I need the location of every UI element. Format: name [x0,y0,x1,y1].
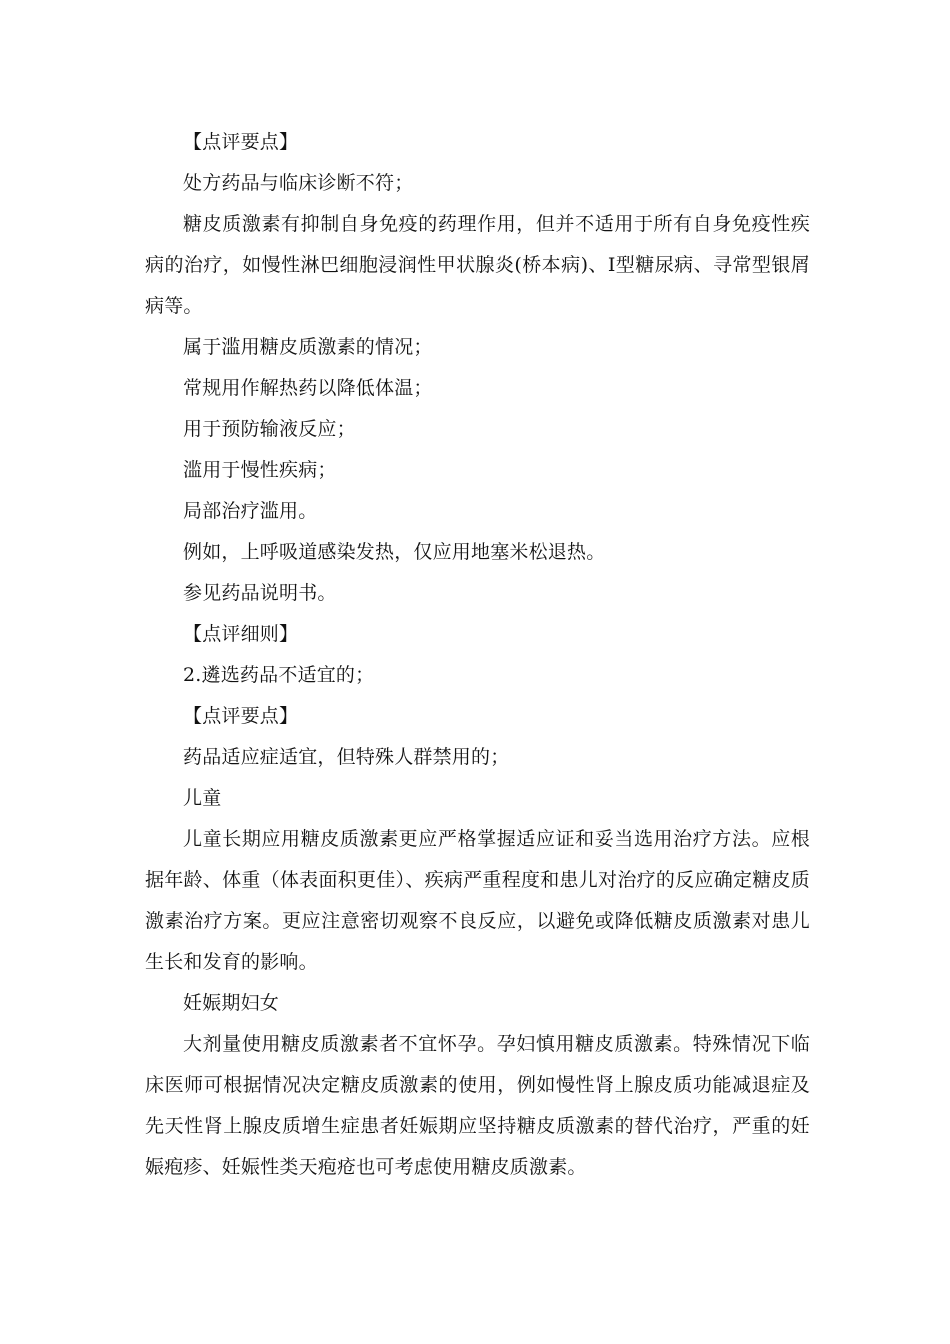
section-heading: 【点评细则】 [183,623,299,645]
paragraph: 糖皮质激素有抑制自身免疫的药理作用，但并不适用于所有自身免疫性疾病的治疗，如慢性淋巴细胞浸润性甲状腺炎(桥本病)、I型糖尿病、寻常型银屑病等。 [145,213,810,317]
section-heading: 【点评要点】 [183,131,299,153]
paragraph: 用于预防输液反应； [183,418,356,440]
paragraph: 大剂量使用糖皮质激素者不宜怀孕。孕妇慎用糖皮质激素。特殊情况下临床医师可根据情况决定糖皮质激素的使用，例如慢性肾上腺皮质功能减退症及先天性肾上腺皮质增生症患者妊娠期应坚持糖皮质激素的替代治疗，严重的妊娠疱疹、妊娠性类天疱疮也可考虑使用糖皮质激素。 [145,1033,810,1178]
paragraph: 滥用于慢性疾病； [183,459,337,481]
paragraph: 2.遴选药品不适宜的； [183,664,375,686]
paragraph: 常规用作解热药以降低体温； [183,377,433,399]
section-heading: 【点评要点】 [183,705,299,727]
document-body [145,122,810,1188]
paragraph: 儿童长期应用糖皮质激素更应严格掌握适应证和妥当选用治疗方法。应根据年龄、体重（体表面积更佳）、疾病严重程度和患儿对治疗的反应确定糖皮质激素治疗方案。更应注意密切观察不良反应，以避免或降低糖皮质激素对患儿生长和发育的影响。 [145,828,810,973]
paragraph: 药品适应症适宜，但特殊人群禁用的； [183,746,510,768]
paragraph: 处方药品与临床诊断不符； [183,172,414,194]
subheading: 儿童 [183,787,222,809]
paragraph: 参见药品说明书。 [183,582,337,604]
subheading: 妊娠期妇女 [183,992,280,1014]
paragraph: 属于滥用糖皮质激素的情况； [183,336,433,358]
paragraph: 局部治疗滥用。 [183,500,318,522]
paragraph: 例如，上呼吸道感染发热，仅应用地塞米松退热。 [183,541,606,563]
